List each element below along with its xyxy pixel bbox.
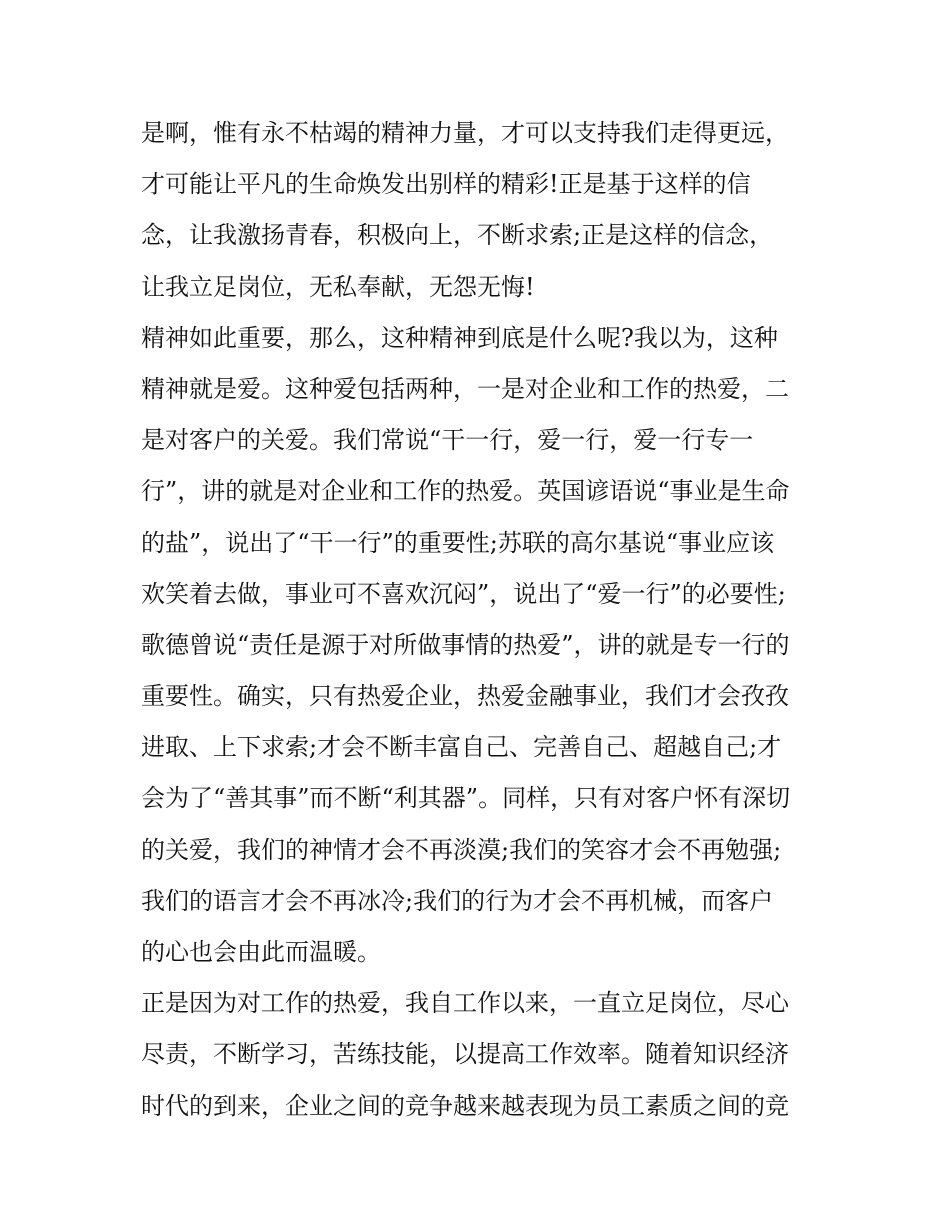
text-line: 进取、上下求索;才会不断丰富自己、完善自己、超越自己;才 [141,733,782,762]
text-line: 是啊，惟有永不枯竭的精神力量，才可以支持我们走得更远， [141,119,789,147]
text-line: 尽责，不断学习，苦练技能，以提高工作效率。随着知识经济 [141,1040,789,1069]
text-line: 我们的语言才会不再冰冷;我们的行为才会不再机械，而客户 [141,886,774,915]
text-line: 会为了“善其事”而不断“利其器”。同样，只有对客户怀有深切 [141,784,791,813]
text-line: 是对客户的关爱。我们常说“干一行，爱一行，爱一行专一 [141,426,754,455]
body-text [141,108,821,1132]
text-line: 的关爱，我们的神情才会不再淡漠;我们的笑容才会不再勉强; [141,835,782,864]
text-line: 精神如此重要，那么，这种精神到底是什么呢?我以为，这种 [141,323,778,352]
text-line: 重要性。确实，只有热爱企业，热爱金融事业，我们才会孜孜 [141,682,789,711]
text-line: 让我立足岗位，无私奉献，无怨无悔! [141,272,535,301]
text-line: 时代的到来，企业之间的竞争越来越表现为员工素质之间的竞 [141,1091,789,1120]
text-line: 欢笑着去做，事业可不喜欢沉闷”，说出了“爱一行”的必要性; [141,579,786,608]
text-line: 行”，讲的就是对企业和工作的热爱。英国谚语说“事业是生命 [141,477,790,506]
text-line: 精神就是爱。这种爱包括两种，一是对企业和工作的热爱，二 [141,374,789,403]
text-line: 的心也会由此而温暖。 [141,938,381,966]
text-line: 歌德曾说“责任是源于对所做事情的热爱”，讲的就是专一行的 [141,630,790,659]
text-line: 念，让我激扬青春，积极向上，不断求索;正是这样的信念， [141,221,774,250]
text-line: 的盐”，说出了“干一行”的重要性;苏联的高尔基说“事业应该 [141,528,775,557]
text-line: 正是因为对工作的热爱，我自工作以来，一直立足岗位，尽心 [141,989,789,1018]
text-line: 才可能让平凡的生命焕发出别样的精彩!正是基于这样的信 [141,170,751,199]
